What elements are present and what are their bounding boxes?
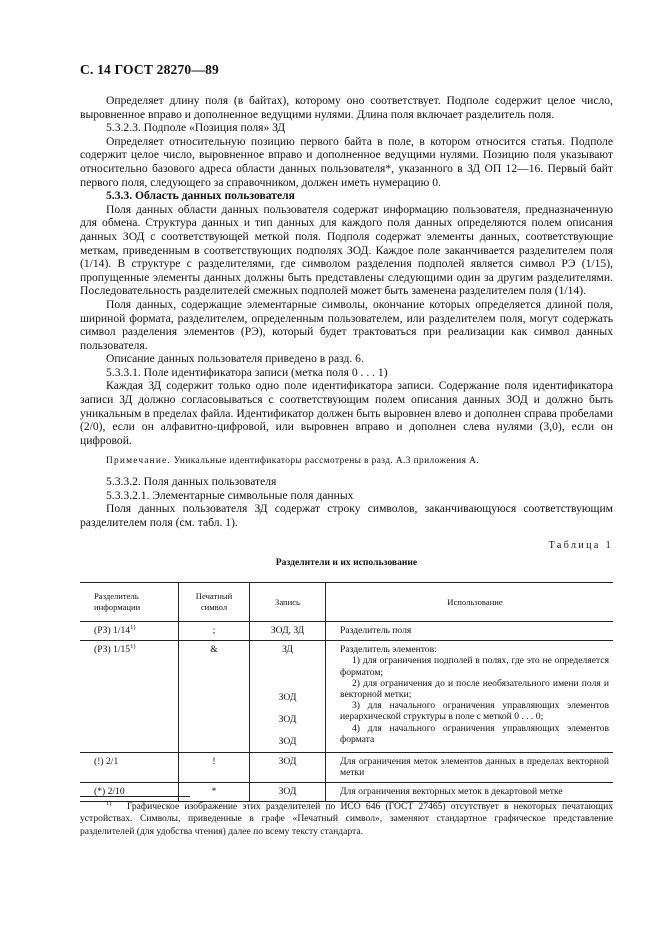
usage-item: 4) для начального ограничения управляющих элементов формата xyxy=(340,722,609,745)
record-cell: ЗОД xyxy=(250,783,326,802)
separators-table xyxy=(80,582,613,802)
usage-item: 3) для начального ограничения управляющих элементов иерархической структуры в поле с меткой 0 . . . 0; xyxy=(340,700,609,723)
record-value: ЗД xyxy=(282,644,293,656)
separator-cell xyxy=(80,641,179,752)
record-cell: ЗОД, ЗД xyxy=(250,622,326,641)
symbol-cell: ! xyxy=(179,752,250,782)
usage-cell: Разделитель поля xyxy=(326,622,614,641)
record-spacer xyxy=(254,655,321,692)
paragraph: Поля данных, содержащие элементарные символы, окончание которых определяется длиной поля, шириной формата, разделителем, определенным пользователем, или разделителем поля, могут содержать символ разделения элементов (РЭ), который будет трактоваться при реализации как символ данных пользователя. xyxy=(80,297,613,352)
section-heading: 5.3.3. Область данных пользователя xyxy=(106,189,295,203)
paragraph: Поля данных области данных пользователя содержат информацию пользователя, предназначенную для обмена. Структура данных и тип данных для каждого поля данных определяются полем описания данных ЗОД с соответствующей меткой поля. Подполя содержат элементы данных, соответствующие меткам, приведенным в соответствующих подполях ЗОД. Каждое поле заканчивается разделителем поля (1/14). В структуре с разделителями, где символом разделения подполей является символ РЭ (1/15), пропущенные элементы данных должны быть представлены следующими один за другим разделителями. Последовательность разделителей смежных подполей может быть заменена разделителем поля (1/14). xyxy=(80,202,613,298)
paragraph: Каждая ЗД содержит только одно поле идентификатора записи. Содержание поля идентификатора записи ЗД должно согласовываться с соответствующим полем описания данных ЗОД и должно быть уникальным в пределах файла. Идентификатор должен быть выровнен влево и дополнен справа пробелами (2/0), если он алфавитно-цифровой, или выровнен вправо и дополнен слева нулями (3,0), если он цифровой. xyxy=(80,379,613,447)
separator-cell xyxy=(80,622,179,641)
note-text: Уникальные идентификаторы рассмотрены в разд. А.3 приложения А. xyxy=(173,456,479,467)
paragraph: Определяет длину поля (в байтах), которому оно соответствует. Подполе содержит целое число, выровненное вправо и дополненное ведущими нулями. Длина поля включает разделитель поля. xyxy=(80,94,613,121)
column-header: Разделитель информации xyxy=(80,583,179,622)
paragraph: Определяет относительную позицию первого байта в поле, в котором относится статья. Подполе содержит целое число, выровненное вправо и дополненное ведущими нулями. Позицию поля указывают относительно базового адреса области данных пользователя*, указанного в ЗД ОП 12—16. Первый байт первого поля, следующего за справочником, должен иметь нумерацию 0. xyxy=(80,134,613,189)
record-cell xyxy=(250,641,326,752)
table-title: Разделители и их использование xyxy=(275,557,418,568)
usage-text: Разделитель элементов: xyxy=(340,644,437,656)
table-label: Таблица 1 xyxy=(548,540,613,551)
symbol-cell: * xyxy=(179,783,250,802)
subsection-heading: 5.3.2.3. Подполе «Позиция поля» ЗД xyxy=(106,121,286,135)
symbol-cell: ; xyxy=(179,622,250,641)
record-value: ЗОД xyxy=(278,736,297,748)
symbol-cell: & xyxy=(179,641,250,752)
note xyxy=(80,455,613,469)
table-header-row xyxy=(80,583,613,622)
paragraph: Описание данных пользователя приведено в разд. 6. xyxy=(106,352,364,366)
usage-cell xyxy=(326,641,614,752)
table-caption xyxy=(80,540,613,568)
table-row xyxy=(80,641,613,752)
usage-cell: Для ограничения векторных меток в декартовой метке xyxy=(326,783,614,802)
column-header: Запись xyxy=(250,583,326,622)
page-header: С. 14 ГОСТ 28270—89 xyxy=(80,62,219,77)
usage-item: 1) для ограничения подполей в полях, где это не определяется форматом; xyxy=(340,655,609,678)
body-text xyxy=(80,94,613,529)
footnote-mark: 1) xyxy=(106,799,112,807)
separator-cell: (!) 2/1 xyxy=(80,752,179,782)
column-header: Использование xyxy=(326,583,614,622)
note-label: Примечание. xyxy=(106,456,171,467)
subsection-heading: 5.3.3.2.1. Элементарные символьные поля данных xyxy=(106,488,354,502)
separator-code: (РЗ) 1/15 xyxy=(94,644,131,656)
table-row xyxy=(80,752,613,782)
separator-code: (РЗ) 1/14 xyxy=(94,625,131,636)
usage-item: 2) для ограничения до и после необязательного имени поля и векторной метки; xyxy=(340,677,609,701)
paragraph: Поля данных пользователя ЗД содержат строку символов, заканчивающуюся соответствующим разделителем поля (см. табл. 1). xyxy=(80,502,613,529)
record-cell: ЗОД xyxy=(250,752,326,782)
footnote xyxy=(80,801,613,838)
column-header: Печатный символ xyxy=(179,583,250,622)
record-value: ЗОД xyxy=(278,692,297,704)
footnote-ref: 1) xyxy=(130,643,136,651)
record-value: ЗОД xyxy=(278,714,297,726)
footnote-text: Графическое изображение этих разделителей по ИСО 646 (ГОСТ 27465) отсутствует в некоторых печатающих устройствах. Символы, приведенные в графе «Печатный символ», заменяют стандартное графическое представление разделителей (для удобства чтения) далее по всему тексту стандарта. xyxy=(80,801,613,837)
footnote-divider xyxy=(80,796,190,797)
footnote-ref: 1) xyxy=(130,623,136,631)
table-row xyxy=(80,783,613,802)
usage-cell: Для ограничения меток элементов данных в пределах векторной метки xyxy=(326,752,614,782)
subsection-heading: 5.3.3.1. Поле идентификатора записи (метка поля 0 . . . 1) xyxy=(106,365,388,379)
subsection-heading: 5.3.3.2. Поля данных пользователя xyxy=(106,475,277,489)
separator-cell: (*) 2/10 xyxy=(80,783,179,802)
table-row xyxy=(80,622,613,641)
